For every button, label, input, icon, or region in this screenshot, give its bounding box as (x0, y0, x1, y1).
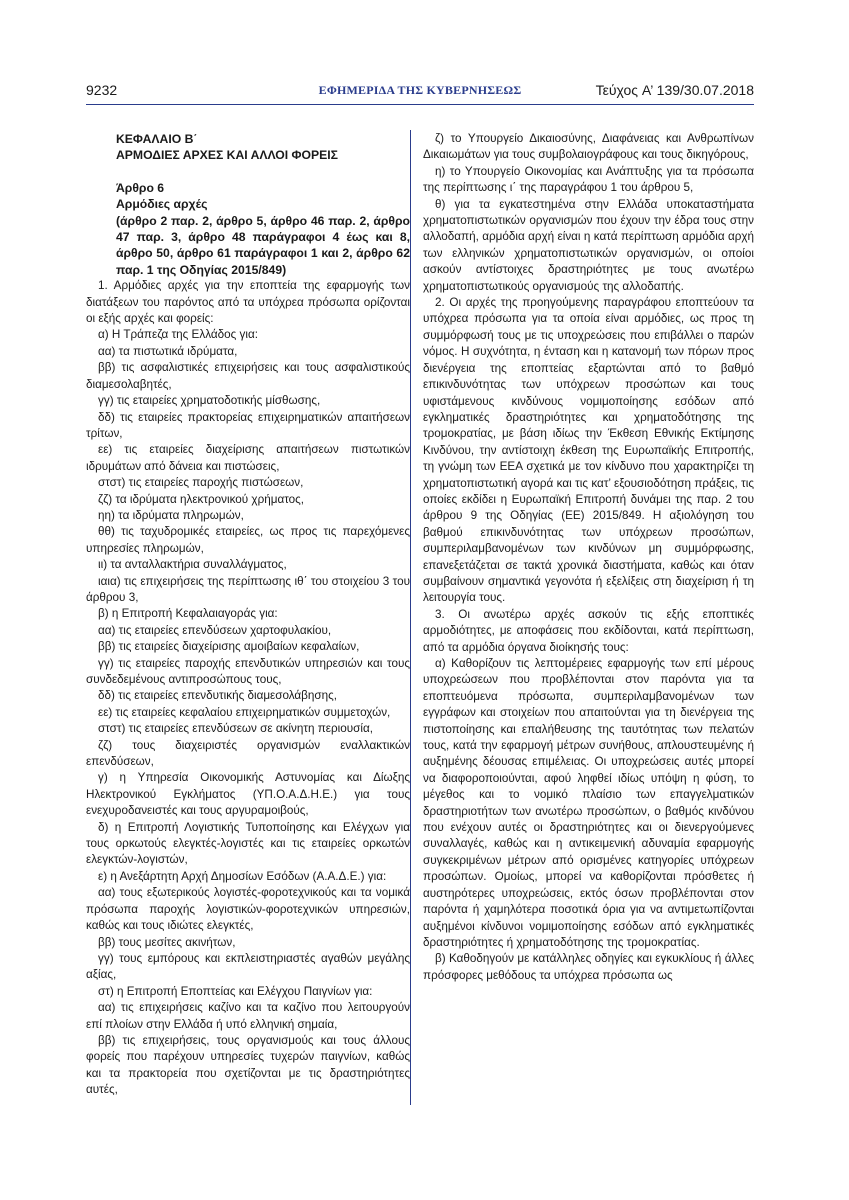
right-paragraph: 3. Οι ανωτέρω αρχές ασκούν τις εξής εποπτικές αρμοδιότητες, με αποφάσεις που εκδίδονται, κατά περίπτωση, από τα αρμόδια όργανα διοίκησής τους: (423, 607, 754, 654)
left-paragraph: αα) τους εξωτερικούς λογιστές-φοροτεχνικούς και τα νομικά πρόσωπα παροχής λογιστικών-φοροτεχνικών υπηρεσιών, καθώς και τους ιδιώτες ελεγκτές, (86, 886, 410, 933)
left-paragraph: 1. Αρμόδιες αρχές για την εποπτεία της εφαρμογής των διατάξεων του παρόντος από τα υπόχρεα πρόσωπα ορίζονται οι εξής αρχές και φορείς: (86, 279, 410, 326)
left-paragraph: ε) η Ανεξάρτητη Αρχή Δημοσίων Εσόδων (Α.Α.Δ.Ε.) για: (98, 869, 387, 883)
left-paragraph: ββ) τις ασφαλιστικές επιχειρήσεις και τους ασφαλιστικούς διαμεσολαβητές, (86, 361, 410, 391)
left-paragraph: γγ) τις εταιρείες παροχής επενδυτικών υπηρεσιών και τους συνδεδεμένους αντιπροσώπους τους, (86, 656, 410, 686)
left-paragraph: ζζ) τους διαχειριστές οργανισμών εναλλακτικών επενδύσεων, (86, 738, 410, 769)
right-paragraph: α) Καθορίζουν τις λεπτομέρειες εφαρμογής των επί μέρους υποχρεώσεων που προβλέπονται στον παρόντα για τα εποπτευόμενα πρόσωπα, συμπεριλαμβανομένων των εγγράφων και στοιχείων που απαιτούνται για τη διενέργεια της πιστοποίησης και επαλήθευσης της ταυτότητας των πελατών τους, κατά την εφαρμογή μέτρων συνήθους, απλουστευμένης ή αυξημένης δέουσας επιμέλειας. Οι υποχρεώσεις αυτές μπορεί να διαφοροποιούνται, αφού ληφθεί ιδίως υπόψη η φύση, το μέγεθος και το νομικό πλαίσιο των επαγγελματικών δραστηριοτήτων των ανωτέρω προσώπων, ο βαθμός κινδύνου που ενέχουν αυτές οι δραστηριότητες και οι διενεργούμενες συναλλαγές, καθώς και η αντικειμενική αδυναμία εφαρμογής συγκεκριμένων μέτρων από ορισμένες κατηγορίες υπόχρεων προσώπων. Ομοίως, μπορεί να καθορίζονται πρόσθετες ή αυστηρότερες υποχρεώσεις, εκτός όσων προβλέπονται στον παρόντα ή χαμηλότερα ποσοτικά όρια για να αντιμετωπίζονται αυξημένοι κίνδυνοι νομιμοποίησης εσόδων από εγκληματικές δραστηριότητες ή χρηματοδότησης της τρομοκρατίας. (423, 657, 754, 949)
left-paragraph: αα) τις εταιρείες επενδύσεων χαρτοφυλακίου, (98, 623, 332, 637)
header-divider (86, 104, 754, 105)
left-paragraph: στστ) τις εταιρείες επενδύσεων σε ακίνητη περιουσία, (98, 722, 373, 736)
article-title: Άρθρο 6 (116, 180, 165, 195)
left-paragraph: α) Η Τράπεζα της Ελλάδος για: (98, 328, 258, 342)
left-paragraph: ββ) τις επιχειρήσεις, τους οργανισμούς και τους άλλους φορείς που παρέχουν υπηρεσίες τυχερών παιγνίων, καθώς και τα πρακτορεία που σχετίζονται με τις δραστηριότητες αυτές, (86, 1033, 410, 1097)
left-paragraph: ββ) τις εταιρείες διαχείρισης αμοιβαίων κεφαλαίων, (98, 640, 360, 654)
left-paragraph: γγ) τις εταιρείες χρηματοδοτικής μίσθωσης, (98, 394, 321, 408)
page-header (86, 82, 754, 104)
left-paragraph: θθ) τις ταχυδρομικές εταιρείες, ως προς τις παρεχόμενες υπηρεσίες πληρωμών, (86, 525, 410, 555)
column-divider (410, 130, 411, 1105)
article-reference: (άρθρο 2 παρ. 2, άρθρο 5, άρθρο 46 παρ. 2, άρθρο 47 παρ. 3, άρθρο 48 παράγραφοι 4 έως και 8, άρθρο 50, άρθρο 61 παράγραφοι 1 και 2, άρθρο 62 παρ. 1 της Οδηγίας 2015/849) (116, 213, 410, 277)
issue-number: Τεύχος A’ 139/30.07.2018 (595, 82, 754, 98)
left-paragraph: εε) τις εταιρείες διαχείρισης απαιτήσεων πιστωτικών ιδρυμάτων από δάνεια και πιστώσεις, (86, 443, 410, 473)
left-paragraph: εε) τις εταιρείες κεφαλαίου επιχειρηματικών συμμετοχών, (98, 705, 391, 719)
chapter-title: ΑΡΜΟΔΙΕΣ ΑΡΧΕΣ ΚΑΙ ΑΛΛΟΙ ΦΟΡΕΙΣ (116, 148, 338, 163)
left-paragraph: ιαια) τις επιχειρήσεις της περίπτωσης ιθ΄ του στοιχείου 3 του άρθρου 3, (86, 574, 410, 604)
left-column (86, 131, 410, 1099)
left-paragraph: ηη) τα ιδρύματα πληρωμών, (98, 508, 244, 522)
right-paragraph: 2. Οι αρχές της προηγούμενης παραγράφου εποπτεύουν τα υπόχρεα πρόσωπα για τα οποία είναι αρμόδιες, ως προς τη συμμόρφωσή τους με τις υποχρεώσεις που επιβάλλει ο παρών νόμος. Η συχνότητα, η ένταση και η κατανομή των πόρων προς διενέργεια της εποπτείας εξαρτώνται από το βαθμό επικινδυνότητας των υπόχρεων προσώπων και τους υφιστάμενους κινδύνους νομιμοποίησης εσόδων από εγκληματικές δραστηριότητες και χρηματοδότησης της τρομοκρατίας, με βάση ιδίως την Έκθεση Εθνικής Εκτίμησης Κινδύνου, την αντίστοιχη έκθεση της Ευρωπαϊκής Επιτροπής, τη γνώμη των ΕΕΑ σχετικά με τον κίνδυνο που χαρακτηρίζει τη χρηματοπιστωτική αγορά και τις κατ’ εξουσιοδότηση πράξεις, τις οποίες εκδίδει η Ευρωπαϊκή Επιτροπή δυνάμει της παρ. 2 του άρθρου 9 της Οδηγίας (ΕΕ) 2015/849. Η αξιολόγηση του βαθμού επικινδυνότητας των υπόχρεων προσώπων, συμπεριλαμβανομένων των κινδύνων μη συμμόρφωσης, επανεξετάζεται σε τακτά χρονικά διαστήματα, καθώς και όταν συμβαίνουν σημαντικά γεγονότα ή εξελίξεις στη διαχείριση ή τη λειτουργία τους. (423, 296, 754, 605)
left-paragraph: δ) η Επιτροπή Λογιστικής Τυποποίησης και Ελέγχων για τους ορκωτούς ελεγκτές-λογιστές και τις εταιρείες ορκωτών ελεγκτών-λογιστών, (86, 820, 410, 867)
left-paragraph: δδ) τις εταιρείες επενδυτικής διαμεσολάβησης, (98, 689, 337, 703)
page-number: 9232 (86, 82, 118, 98)
chapter-number: ΚΕΦΑΛΑΙΟ Β΄ (116, 132, 198, 146)
left-paragraph: δδ) τις εταιρείες πρακτορείας επιχειρηματικών απαιτήσεων τρίτων, (86, 410, 410, 440)
left-paragraph: αα) τα πιστωτικά ιδρύματα, (98, 344, 238, 358)
left-paragraph: ιι) τα ανταλλακτήρια συναλλάγματος, (98, 558, 287, 572)
right-paragraph: β) Καθοδηγούν με κατάλληλες οδηγίες και εγκυκλίους ή άλλες πρόσφορες μεθόδους τα υπόχρεα πρόσωπα ως (423, 952, 754, 982)
left-paragraph: αα) τις επιχειρήσεις καζίνο και τα καζίνο που λειτουργούν επί πλοίων στην Ελλάδα ή υπό ελληνική σημαία, (86, 1001, 410, 1031)
article-heading: Αρμόδιες αρχές (116, 197, 208, 212)
right-paragraph: η) το Υπουργείο Οικονομίας και Ανάπτυξης για τα πρόσωπα της περίπτωσης ι΄ της παραγράφου 1 του άρθρου 5, (423, 164, 754, 195)
left-paragraph: στστ) τις εταιρείες παροχής πιστώσεων, (98, 476, 304, 490)
left-paragraph: ζζ) τα ιδρύματα ηλεκτρονικού χρήματος, (98, 492, 305, 506)
right-column (423, 131, 754, 984)
left-paragraph: γ) η Υπηρεσία Οικονομικής Αστυνομίας και Δίωξης Ηλεκτρονικού Εγκλήματος (ΥΠ.Ο.Α.Δ.Η.Ε.) για τους ενεχυροδανειστές και τους αργυραμοιβούς, (86, 771, 410, 818)
right-paragraphs (423, 131, 754, 984)
left-paragraph: ββ) τους μεσίτες ακινήτων, (98, 935, 236, 949)
gazette-title: ΕΦΗΜΕΡΙΔΑ ΤΗΣ ΚΥΒΕΡΝΗΣΕΩΣ (318, 83, 522, 97)
left-paragraph: β) η Επιτροπή Κεφαλαιαγοράς για: (98, 607, 278, 621)
right-paragraph: ζ) το Υπουργείο Δικαιοσύνης, Διαφάνειας και Ανθρωπίνων Δικαιωμάτων για τους συμβολαιογράφους και τους δικηγόρους, (423, 132, 754, 162)
left-paragraph: στ) η Επιτροπή Εποπτείας και Ελέγχου Παιγνίων για: (98, 984, 373, 998)
left-paragraph: γγ) τους εμπόρους και εκπλειστηριαστές αγαθών μεγάλης αξίας, (86, 951, 410, 982)
right-paragraph: θ) για τα εγκατεστημένα στην Ελλάδα υποκαταστήματα χρηματοπιστωτικών οργανισμών που έχουν την έδρα τους στην αλλοδαπή, αρμόδια αρχή είναι η κατά περίπτωση αρμόδια αρχή των ελληνικών χρηματοπιστωτικών οργανισμών, οι οποίοι ασκούν αντίστοιχες δραστηριότητες με τους ανωτέρω χρηματοπιστωτικούς οργανισμούς της αλλοδαπής. (423, 197, 754, 293)
left-paragraphs (86, 278, 410, 1098)
